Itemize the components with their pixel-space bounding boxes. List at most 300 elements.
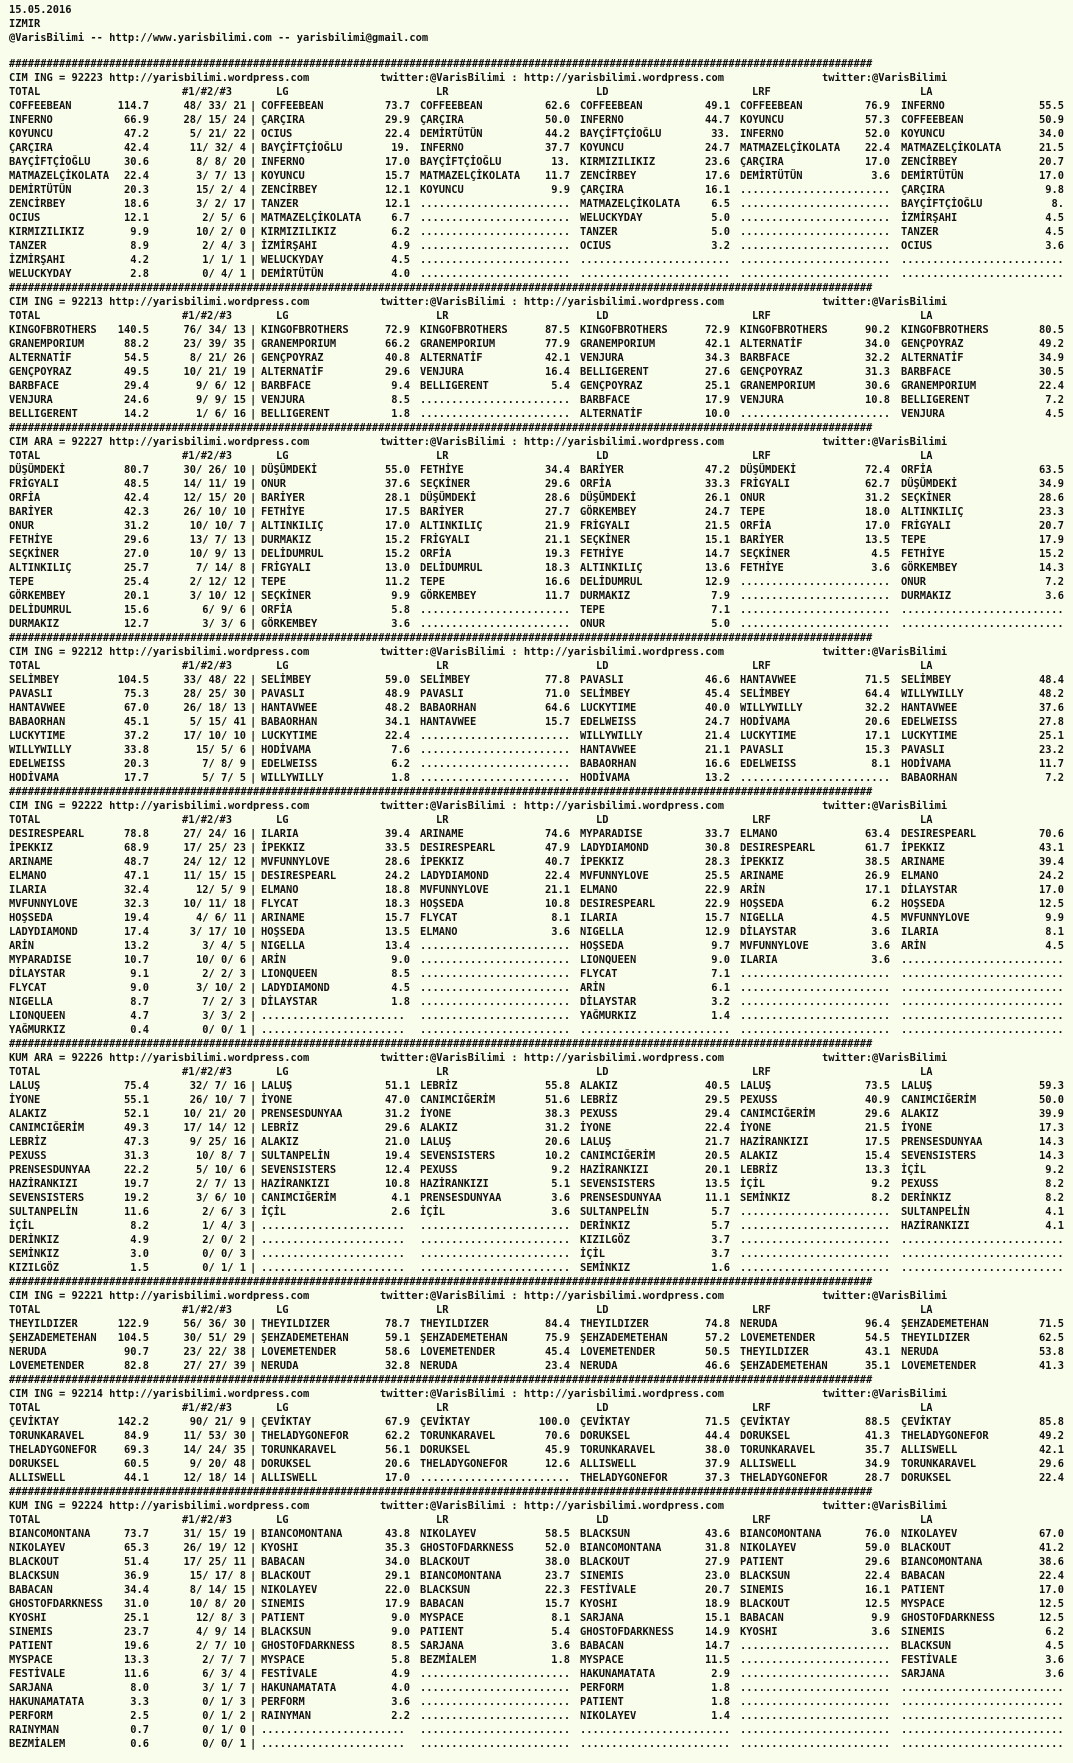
placings: 23/ 39/ 35 bbox=[183, 338, 246, 350]
ranked-horse-name: KOYUNCU bbox=[420, 184, 464, 196]
ranked-score: 44.4 bbox=[704, 1430, 730, 1442]
col-lg: LG bbox=[276, 1066, 289, 1078]
ranked-score: 47.0 bbox=[384, 1094, 410, 1106]
ranked-score: 38.6 bbox=[1038, 1556, 1064, 1568]
empty-slot: ........................ bbox=[740, 968, 891, 980]
ranked-score: 59.0 bbox=[384, 674, 410, 686]
total-score: 33.8 bbox=[123, 744, 149, 756]
total-score: 8.0 bbox=[130, 1682, 149, 1694]
ranked-horse-name: PRENSESDUNYAA bbox=[901, 1136, 983, 1148]
ranked-score: 30.6 bbox=[864, 380, 890, 392]
ranked-score: 40.5 bbox=[704, 1080, 730, 1092]
ranked-score: 78.7 bbox=[384, 1318, 410, 1330]
ranked-horse-name: İZMİRŞAHI bbox=[901, 212, 958, 224]
total-horse-name: DÜŞÜMDEKİ bbox=[9, 464, 66, 476]
ranked-score: 8.2 bbox=[1045, 1192, 1064, 1204]
total-horse-name: ARINAME bbox=[9, 856, 53, 868]
empty-slot: ........................ bbox=[580, 254, 731, 266]
col-lr: LR bbox=[436, 310, 449, 322]
ranked-score: 10.2 bbox=[544, 1150, 570, 1162]
ranked-score: 7.2 bbox=[1045, 772, 1064, 784]
ranked-horse-name: ALAKIZ bbox=[261, 1136, 299, 1148]
ranked-score: 59.0 bbox=[864, 1542, 890, 1554]
ranked-horse-name: FETHİYE bbox=[580, 548, 624, 560]
empty-slot: ........................ bbox=[740, 268, 891, 280]
ranked-score: 100.0 bbox=[538, 1416, 570, 1428]
ranked-score: 51.1 bbox=[384, 1080, 410, 1092]
col-ld: LD bbox=[596, 310, 609, 322]
ranked-horse-name: BELLIGERENT bbox=[901, 394, 970, 406]
empty-slot: ........................ bbox=[420, 996, 571, 1008]
divider: | bbox=[250, 492, 257, 504]
separator-line: ########################################################################################################################################## bbox=[9, 786, 873, 798]
placings: 17/ 25/ 23 bbox=[183, 842, 246, 854]
ranked-score: 3.6 bbox=[871, 940, 890, 952]
placings: 2/ 2/ 3 bbox=[202, 968, 246, 980]
ranked-horse-name: CANIMCIĞERİM bbox=[261, 1192, 337, 1204]
divider: | bbox=[250, 1150, 257, 1162]
ranked-horse-name: ELMANO bbox=[261, 884, 299, 896]
ranked-score: 27.9 bbox=[704, 1556, 730, 1568]
ranked-score: 39.4 bbox=[1038, 856, 1064, 868]
total-horse-name: GRANEMPORIUM bbox=[9, 338, 85, 350]
ranked-horse-name: THEYILDIZER bbox=[420, 1318, 489, 1330]
divider: | bbox=[250, 548, 257, 560]
col-lr: LR bbox=[436, 660, 449, 672]
ranked-horse-name: BABACAN bbox=[261, 1556, 305, 1568]
total-score: 90.7 bbox=[123, 1346, 149, 1358]
ranked-horse-name: ŞEHZADEMETEHAN bbox=[261, 1332, 349, 1344]
ranked-score: 30.8 bbox=[704, 842, 730, 854]
ranked-score: 9.9 bbox=[391, 590, 410, 602]
ranked-horse-name: GRANEMPORIUM bbox=[901, 380, 977, 392]
ranked-score: 28.6 bbox=[1038, 492, 1064, 504]
ranked-horse-name: TEPE bbox=[580, 604, 606, 616]
ranked-horse-name: BARİYER bbox=[420, 506, 464, 518]
ranked-horse-name: INFERNO bbox=[261, 156, 305, 168]
total-horse-name: GÖRKEMBEY bbox=[9, 590, 66, 602]
col-total: TOTAL bbox=[9, 1514, 41, 1526]
placings: 3/ 6/ 10 bbox=[195, 1192, 246, 1204]
ranked-horse-name: BLACKOUT bbox=[261, 1570, 312, 1582]
ranked-horse-name: MATMAZELÇİKOLATA bbox=[580, 198, 681, 210]
total-score: 9.9 bbox=[130, 226, 149, 238]
ranked-score: 22.4 bbox=[384, 128, 410, 140]
total-horse-name: PEXUSS bbox=[9, 1150, 47, 1162]
ranked-score: 22.3 bbox=[544, 1584, 570, 1596]
divider: | bbox=[250, 954, 257, 966]
empty-slot: ........................ bbox=[420, 1682, 571, 1694]
col-la: LA bbox=[920, 1066, 933, 1078]
ranked-score: 15.7 bbox=[544, 716, 570, 728]
placings: 7/ 2/ 3 bbox=[202, 996, 246, 1008]
ranked-score: 35.1 bbox=[864, 1360, 890, 1372]
race-title: CIM ING = 92222 http://yarisbilimi.wordpress.com bbox=[9, 800, 310, 812]
total-horse-name: HODİVAMA bbox=[9, 772, 60, 784]
placings: 2/ 7/ 10 bbox=[195, 1640, 246, 1652]
ranked-score: 4.9 bbox=[391, 240, 410, 252]
ranked-score: 23.3 bbox=[1038, 506, 1064, 518]
placings: 10/ 8/ 20 bbox=[189, 1598, 246, 1610]
ranked-score: 49.2 bbox=[1038, 1430, 1064, 1442]
col-ld: LD bbox=[596, 1514, 609, 1526]
total-score: 48.5 bbox=[123, 478, 149, 490]
ranked-score: 16.1 bbox=[864, 1584, 890, 1596]
empty-slot: ....................... bbox=[261, 1248, 405, 1260]
ranked-score: 43.6 bbox=[704, 1528, 730, 1540]
placings: 17/ 25/ 11 bbox=[183, 1556, 246, 1568]
placings: 27/ 27/ 39 bbox=[183, 1360, 246, 1372]
placings: 6/ 3/ 4 bbox=[202, 1668, 246, 1680]
divider: | bbox=[250, 926, 257, 938]
empty-slot: .......................... bbox=[901, 968, 1064, 980]
placings: 33/ 48/ 22 bbox=[183, 674, 246, 686]
col-lg: LG bbox=[276, 1304, 289, 1316]
placings: 2/ 4/ 3 bbox=[202, 240, 246, 252]
total-horse-name: FETHİYE bbox=[9, 534, 53, 546]
total-score: 42.4 bbox=[123, 492, 149, 504]
empty-slot: .......................... bbox=[901, 1738, 1064, 1750]
ranked-horse-name: THELADYGONEFOR bbox=[901, 1430, 989, 1442]
ranked-horse-name: LUCKYTIME bbox=[740, 730, 797, 742]
ranked-score: 17.0 bbox=[1038, 884, 1064, 896]
total-score: 122.9 bbox=[117, 1318, 149, 1330]
ranked-horse-name: VENJURA bbox=[580, 352, 624, 364]
ranked-score: 18.3 bbox=[544, 562, 570, 574]
ranked-horse-name: EDELWEISS bbox=[580, 716, 637, 728]
empty-slot: ........................ bbox=[580, 1738, 731, 1750]
ranked-score: 3.6 bbox=[551, 926, 570, 938]
ranked-horse-name: SEVENSISTERS bbox=[261, 1164, 337, 1176]
placings: 13/ 7/ 13 bbox=[189, 534, 246, 546]
placings: 11/ 53/ 30 bbox=[183, 1430, 246, 1442]
placings: 10/ 21/ 19 bbox=[183, 366, 246, 378]
ranked-horse-name: PAVASLI bbox=[901, 744, 945, 756]
ranked-horse-name: EDELWEISS bbox=[901, 716, 958, 728]
ranked-horse-name: MYPARADISE bbox=[580, 828, 643, 840]
total-horse-name: ALTERNATİF bbox=[9, 352, 72, 364]
total-score: 104.5 bbox=[117, 674, 149, 686]
ranked-score: 20.6 bbox=[384, 1458, 410, 1470]
total-horse-name: ÇARÇIRA bbox=[9, 142, 53, 154]
ranked-horse-name: HANTAVWEE bbox=[901, 702, 958, 714]
ranked-horse-name: RAINYMAN bbox=[261, 1710, 312, 1722]
total-score: 142.2 bbox=[117, 1416, 149, 1428]
ranked-score: 50.9 bbox=[1038, 114, 1064, 126]
empty-slot: ........................ bbox=[740, 1206, 891, 1218]
ranked-score: 25.5 bbox=[704, 870, 730, 882]
ranked-horse-name: COFFEEBEAN bbox=[580, 100, 643, 112]
ranked-score: 41.2 bbox=[1038, 1542, 1064, 1554]
total-horse-name: NIKOLAYEV bbox=[9, 1542, 66, 1554]
ranked-horse-name: GENÇPOYRAZ bbox=[901, 338, 964, 350]
twitter-handle: twitter:@VarisBilimi : http://yarisbilimi.wordpress.com bbox=[380, 72, 725, 84]
empty-slot: ........................ bbox=[420, 198, 571, 210]
ranked-score: 23.7 bbox=[544, 1570, 570, 1582]
separator-line: ########################################################################################################################################## bbox=[9, 422, 873, 434]
ranked-horse-name: DİLAYSTAR bbox=[580, 996, 637, 1008]
ranked-horse-name: KYOSHI bbox=[580, 1598, 618, 1610]
ranked-horse-name: SEVENSISTERS bbox=[420, 1150, 496, 1162]
total-score: 25.7 bbox=[123, 562, 149, 574]
ranked-horse-name: CANIMCIĞERİM bbox=[740, 1108, 816, 1120]
ranked-horse-name: HAZİRANKIZI bbox=[740, 1136, 809, 1148]
total-horse-name: LALUŞ bbox=[9, 1080, 41, 1092]
ranked-horse-name: LEBRİZ bbox=[261, 1122, 299, 1134]
ranked-horse-name: SELİMBEY bbox=[901, 674, 952, 686]
ranked-score: 32.2 bbox=[864, 702, 890, 714]
ranked-score: 21.5 bbox=[864, 1122, 890, 1134]
total-score: 12.7 bbox=[123, 618, 149, 630]
report-date: 15.05.2016 bbox=[9, 4, 72, 16]
ranked-horse-name: HOŞSEDA bbox=[261, 926, 305, 938]
ranked-score: 64.4 bbox=[864, 688, 890, 700]
placings: 11/ 32/ 4 bbox=[189, 142, 246, 154]
empty-slot: ........................ bbox=[740, 772, 891, 784]
ranked-horse-name: ILARIA bbox=[261, 828, 299, 840]
ranked-horse-name: PRENSESDUNYAA bbox=[580, 1192, 662, 1204]
ranked-score: 8.1 bbox=[551, 912, 570, 924]
ranked-horse-name: ÇEVİKTAY bbox=[420, 1416, 471, 1428]
ranked-horse-name: ELMANO bbox=[901, 870, 939, 882]
ranked-horse-name: VENJURA bbox=[261, 394, 305, 406]
ranked-horse-name: SEÇKİNER bbox=[740, 548, 791, 560]
total-horse-name: ALLISWELL bbox=[9, 1472, 66, 1484]
ranked-horse-name: İPEKKIZ bbox=[580, 856, 624, 868]
twitter-handle: twitter:@VarisBilimi : http://yarisbilimi.wordpress.com bbox=[380, 1388, 725, 1400]
divider: | bbox=[250, 478, 257, 490]
ranked-horse-name: WILLYWILLY bbox=[261, 772, 324, 784]
ranked-score: 24.7 bbox=[704, 716, 730, 728]
total-horse-name: TORUNKARAVEL bbox=[9, 1430, 85, 1442]
ranked-score: 22.4 bbox=[1038, 1570, 1064, 1582]
ranked-score: 15.1 bbox=[704, 1612, 730, 1624]
ranked-horse-name: ALAKIZ bbox=[740, 1150, 778, 1162]
ranked-score: 17.3 bbox=[1038, 1122, 1064, 1134]
total-score: 73.7 bbox=[123, 1528, 149, 1540]
ranked-horse-name: GRANEMPORIUM bbox=[261, 338, 337, 350]
ranked-score: 17.9 bbox=[384, 1598, 410, 1610]
divider: | bbox=[250, 1010, 257, 1022]
ranked-horse-name: ELMANO bbox=[420, 926, 458, 938]
placings: 0/ 0/ 3 bbox=[202, 1248, 246, 1260]
col-la: LA bbox=[920, 814, 933, 826]
ranked-horse-name: NERUDA bbox=[261, 1360, 299, 1372]
ranked-score: 61.7 bbox=[864, 842, 890, 854]
ranked-horse-name: ÇEVİKTAY bbox=[261, 1416, 312, 1428]
total-horse-name: SULTANPELİN bbox=[9, 1206, 78, 1218]
race-title: CIM ING = 92221 http://yarisbilimi.wordpress.com bbox=[9, 1290, 310, 1302]
ranked-score: 45.4 bbox=[704, 688, 730, 700]
divider: | bbox=[250, 366, 257, 378]
col-total: TOTAL bbox=[9, 1402, 41, 1414]
ranked-horse-name: LIONQUEEN bbox=[580, 954, 637, 966]
empty-slot: ........................ bbox=[420, 212, 571, 224]
total-score: 48.7 bbox=[123, 856, 149, 868]
total-score: 82.8 bbox=[123, 1360, 149, 1372]
ranked-horse-name: ARINAME bbox=[740, 870, 784, 882]
ranked-score: 29.5 bbox=[704, 1094, 730, 1106]
total-score: 51.4 bbox=[123, 1556, 149, 1568]
total-horse-name: YAĞMURKIZ bbox=[9, 1024, 66, 1036]
total-horse-name: BLACKSUN bbox=[9, 1570, 60, 1582]
ranked-horse-name: HANTAVWEE bbox=[420, 716, 477, 728]
total-score: 15.6 bbox=[123, 604, 149, 616]
ranked-horse-name: İÇİL bbox=[261, 1206, 287, 1218]
ranked-horse-name: ILARIA bbox=[740, 954, 778, 966]
total-score: 23.7 bbox=[123, 1626, 149, 1638]
total-score: 4.9 bbox=[130, 1234, 149, 1246]
ranked-score: 72.9 bbox=[384, 324, 410, 336]
ranked-horse-name: SULTANPELİN bbox=[901, 1206, 970, 1218]
ranked-horse-name: SELİMBEY bbox=[261, 674, 312, 686]
report-city: IZMIR bbox=[9, 18, 41, 30]
ranked-score: 22.4 bbox=[704, 1122, 730, 1134]
col-lrf: LRF bbox=[752, 1066, 771, 1078]
col-placings: #1/#2/#3 bbox=[182, 1402, 233, 1414]
ranked-score: 12.1 bbox=[384, 198, 410, 210]
twitter-handle: twitter:@VarisBilimi bbox=[822, 436, 948, 448]
ranked-score: 29.6 bbox=[864, 1556, 890, 1568]
ranked-horse-name: VENJURA bbox=[420, 366, 464, 378]
total-horse-name: HOŞSEDA bbox=[9, 912, 53, 924]
placings: 26/ 19/ 12 bbox=[183, 1542, 246, 1554]
empty-slot: ........................ bbox=[420, 618, 571, 630]
ranked-horse-name: LOVEMETENDER bbox=[901, 1360, 977, 1372]
divider: | bbox=[250, 912, 257, 924]
ranked-horse-name: ALAKIZ bbox=[420, 1122, 458, 1134]
ranked-score: 25.1 bbox=[1038, 730, 1064, 742]
total-horse-name: KYOSHI bbox=[9, 1612, 47, 1624]
total-score: 2.8 bbox=[130, 268, 149, 280]
col-lg: LG bbox=[276, 86, 289, 98]
total-score: 11.6 bbox=[123, 1206, 149, 1218]
ranked-score: 62.7 bbox=[864, 478, 890, 490]
ranked-horse-name: ZENCİRBEY bbox=[261, 184, 318, 196]
total-horse-name: THELADYGONEFOR bbox=[9, 1444, 97, 1456]
total-horse-name: WELUCKYDAY bbox=[9, 268, 72, 280]
ranked-score: 1.8 bbox=[551, 1654, 570, 1666]
placings: 3/ 10/ 2 bbox=[195, 982, 246, 994]
ranked-score: 51.6 bbox=[544, 1094, 570, 1106]
divider: | bbox=[250, 170, 257, 182]
report-credits: @VarisBilimi -- http://www.yarisbilimi.com -- yarisbilimi@gmail.com bbox=[9, 32, 429, 44]
ranked-score: 63.4 bbox=[864, 828, 890, 840]
ranked-horse-name: ALTERNATİF bbox=[740, 338, 803, 350]
divider: | bbox=[250, 156, 257, 168]
ranked-horse-name: SEVENSISTERS bbox=[901, 1150, 977, 1162]
ranked-score: 50.0 bbox=[1038, 1094, 1064, 1106]
ranked-score: 71.5 bbox=[1038, 1318, 1064, 1330]
total-score: 34.4 bbox=[123, 1584, 149, 1596]
empty-slot: ........................ bbox=[740, 226, 891, 238]
ranked-horse-name: PATIENT bbox=[261, 1612, 305, 1624]
ranked-score: 4.5 bbox=[1045, 408, 1064, 420]
ranked-score: 8.2 bbox=[1045, 1178, 1064, 1190]
empty-slot: ........................ bbox=[420, 226, 571, 238]
ranked-score: 34.0 bbox=[864, 338, 890, 350]
total-horse-name: SELİMBEY bbox=[9, 674, 60, 686]
ranked-score: 25.1 bbox=[704, 380, 730, 392]
ranked-score: 5.0 bbox=[711, 618, 730, 630]
ranked-score: 4.1 bbox=[1045, 1206, 1064, 1218]
placings: 10/ 8/ 7 bbox=[195, 1150, 246, 1162]
ranked-score: 8. bbox=[1051, 198, 1064, 210]
placings: 8/ 14/ 15 bbox=[189, 1584, 246, 1596]
ranked-score: 72.4 bbox=[864, 464, 890, 476]
ranked-horse-name: ALTINKILIÇ bbox=[580, 562, 643, 574]
ranked-score: 12.9 bbox=[704, 926, 730, 938]
total-score: 31.3 bbox=[123, 1150, 149, 1162]
ranked-horse-name: LUCKYTIME bbox=[901, 730, 958, 742]
divider: | bbox=[250, 1178, 257, 1190]
total-horse-name: FESTİVALE bbox=[9, 1668, 66, 1680]
divider: | bbox=[250, 674, 257, 686]
ranked-score: 12.6 bbox=[544, 1458, 570, 1470]
separator-line: ########################################################################################################################################## bbox=[9, 1276, 873, 1288]
ranked-score: 4.5 bbox=[871, 912, 890, 924]
ranked-score: 9.2 bbox=[871, 1178, 890, 1190]
total-score: 47.3 bbox=[123, 1136, 149, 1148]
ranked-score: 37.3 bbox=[704, 1472, 730, 1484]
total-horse-name: DERİNKIZ bbox=[9, 1234, 60, 1246]
ranked-score: 17.5 bbox=[864, 1136, 890, 1148]
ranked-score: 22.4 bbox=[1038, 380, 1064, 392]
empty-slot: ........................ bbox=[740, 1234, 891, 1246]
divider: | bbox=[250, 744, 257, 756]
ranked-horse-name: FRİGYALI bbox=[420, 534, 471, 546]
placings: 14/ 24/ 35 bbox=[183, 1444, 246, 1456]
divider: | bbox=[250, 1164, 257, 1176]
ranked-score: 3.6 bbox=[391, 1696, 410, 1708]
ranked-score: 14.3 bbox=[1038, 562, 1064, 574]
ranked-horse-name: CANIMCIĞERİM bbox=[580, 1150, 656, 1162]
ranked-horse-name: DORUKSEL bbox=[580, 1430, 631, 1442]
ranked-horse-name: GRANEMPORIUM bbox=[740, 380, 816, 392]
col-lrf: LRF bbox=[752, 310, 771, 322]
col-lr: LR bbox=[436, 86, 449, 98]
ranked-horse-name: ONUR bbox=[740, 492, 766, 504]
total-horse-name: KINGOFBROTHERS bbox=[9, 324, 97, 336]
ranked-horse-name: TEPE bbox=[740, 506, 766, 518]
ranked-horse-name: SINEMIS bbox=[580, 1570, 624, 1582]
empty-slot: ....................... bbox=[261, 1234, 405, 1246]
ranked-score: 3.7 bbox=[711, 1234, 730, 1246]
divider: | bbox=[250, 1080, 257, 1092]
ranked-score: 9.9 bbox=[1045, 912, 1064, 924]
ranked-horse-name: BAYÇİFTÇİOĞLU bbox=[420, 156, 502, 168]
ranked-horse-name: TORUNKARAVEL bbox=[261, 1444, 337, 1456]
separator-line: ########################################################################################################################################## bbox=[9, 1038, 873, 1050]
ranked-horse-name: LEBRİZ bbox=[420, 1080, 458, 1092]
ranked-score: 18.0 bbox=[864, 506, 890, 518]
total-horse-name: BARİYER bbox=[9, 506, 53, 518]
ranked-horse-name: WILLYWILLY bbox=[740, 702, 803, 714]
empty-slot: ........................ bbox=[740, 240, 891, 252]
total-score: 25.4 bbox=[123, 576, 149, 588]
ranked-horse-name: SELİMBEY bbox=[580, 688, 631, 700]
ranked-score: 21.4 bbox=[704, 730, 730, 742]
total-score: 44.1 bbox=[123, 1472, 149, 1484]
placings: 10/ 11/ 18 bbox=[183, 898, 246, 910]
ranked-score: 28.1 bbox=[384, 492, 410, 504]
ranked-horse-name: SELİMBEY bbox=[420, 674, 471, 686]
placings: 10/ 9/ 13 bbox=[189, 548, 246, 560]
ranked-score: 29.9 bbox=[384, 114, 410, 126]
ranked-horse-name: BIANCOMONTANA bbox=[740, 1528, 822, 1540]
ranked-horse-name: DESIRESPEARL bbox=[420, 842, 496, 854]
ranked-score: 1.8 bbox=[711, 1682, 730, 1694]
